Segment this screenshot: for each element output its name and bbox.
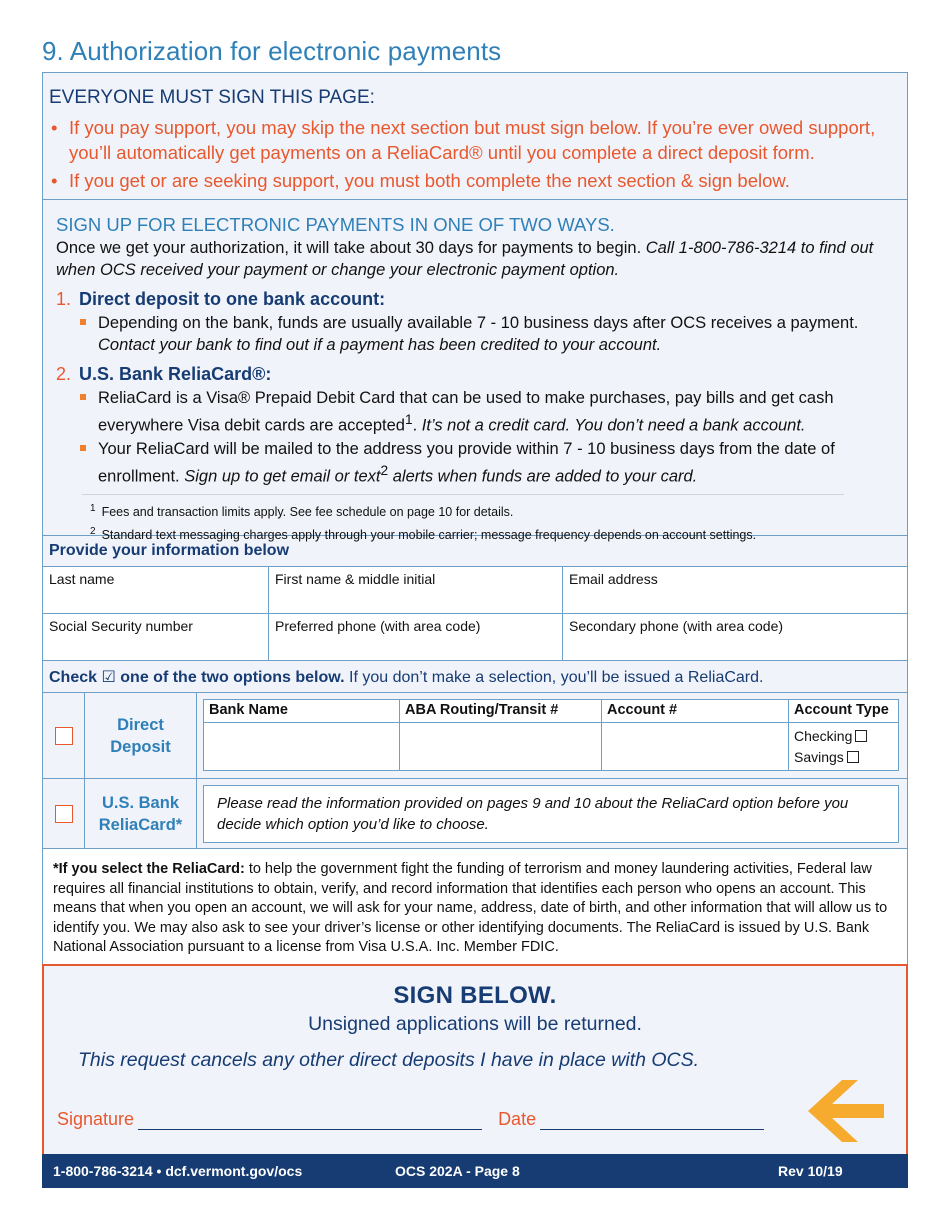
checking-option[interactable] xyxy=(794,726,893,747)
footnotes xyxy=(82,494,844,545)
reliacard-details xyxy=(197,779,907,848)
page-title: 9. Authorization for electronic payments xyxy=(42,36,502,66)
option-2-number: 2. xyxy=(56,364,72,384)
signup-heading: SIGN UP FOR ELECTRONIC PAYMENTS IN ONE OF TWO WAYS. xyxy=(56,214,615,235)
ssn-field[interactable]: Social Security number xyxy=(43,614,269,661)
checkbox-symbol-icon: ☑ xyxy=(101,669,116,686)
everyone-bullet-1: • If you pay support, you may skip the next section but must sign below. If you’re ever owed support, you’ll automatically get payments on a ReliaCard® until you complete a direct deposit form. xyxy=(49,115,901,165)
bank-table xyxy=(203,699,899,771)
savings-label: Savings xyxy=(794,749,844,765)
checking-label: Checking xyxy=(794,728,853,744)
sign-cancel-note: This request cancels any other direct deposits I have in place with OCS. xyxy=(78,1049,700,1071)
footnote-1 xyxy=(82,499,844,522)
account-number-header: Account # xyxy=(602,700,789,723)
footer-contact: 1-800-786-3214 • dcf.vermont.gov/ocs xyxy=(53,1163,303,1179)
reliacard-label-line2: ReliaCard* xyxy=(98,815,183,834)
routing-header: ABA Routing/Transit # xyxy=(400,700,602,723)
info-grid xyxy=(43,567,907,661)
signup-intro-italic: Call 1-800-786-3214 to find out when OCS received your payment or change your electronic payment option. xyxy=(56,239,874,279)
account-type-header: Account Type xyxy=(789,700,899,723)
option-2-bullet-1-text: ReliaCard is a Visa® Prepaid Debit Card that can be used to make purchases, pay bills and get cash everywhere Visa debit cards are accepted xyxy=(98,389,834,435)
direct-deposit-label xyxy=(85,693,197,778)
sign-section xyxy=(42,964,908,1156)
option-2-bullet-2-text: Your ReliaCard will be mailed to the address you provide within 7 - 10 business days from the date of enrollment. xyxy=(98,439,835,485)
last-name-field[interactable]: Last name xyxy=(43,567,269,614)
signup-intro-text: Once we get your authorization, it will take about 30 days for payments to begin. xyxy=(56,239,642,257)
option-1-bullet-1-text: Depending on the bank, funds are usually available 7 - 10 business days after OCS receives a payment. xyxy=(98,314,859,332)
reliacard-label xyxy=(85,779,197,848)
option-2-bullet-1: ReliaCard is a Visa® Prepaid Debit Card that can be used to make purchases, pay bills and get cash everywhere Visa debit cards are accepted$^1$. It’s not a credit card. You don’t need a bank account. xyxy=(78,387,894,437)
footer-rev: Rev 10/19 xyxy=(778,1163,843,1179)
reliacard-label-line1: U.S. Bank xyxy=(101,793,179,812)
savings-checkbox[interactable] xyxy=(847,751,859,763)
option-1-heading xyxy=(56,287,894,311)
date-label: Date xyxy=(498,1109,537,1129)
form-frame xyxy=(42,72,908,1157)
direct-deposit-details xyxy=(197,693,907,778)
footnote-2-number: 2 xyxy=(90,526,96,538)
bank-name-header: Bank Name xyxy=(204,700,400,723)
signature-line[interactable] xyxy=(138,1110,482,1130)
option-1-label: Direct deposit to one bank account: xyxy=(79,289,386,309)
reliacard-disclaimer xyxy=(43,849,907,964)
footnote-ref-2: 2 xyxy=(380,462,389,478)
page-footer xyxy=(42,1154,908,1188)
footnote-1-text: Fees and transaction limits apply. See fee schedule on page 10 for details. xyxy=(101,505,514,520)
option-2-bullet-2 xyxy=(78,438,894,488)
direct-deposit-checkbox-cell xyxy=(43,693,85,778)
arrow-left-icon xyxy=(808,1080,884,1142)
info-heading: Provide your information below xyxy=(43,536,907,567)
everyone-bullet-2: • If you get or are seeking support, you must both complete the next section & sign below. xyxy=(49,168,901,193)
date-line[interactable] xyxy=(540,1110,764,1130)
account-type-cell xyxy=(789,723,899,771)
option-1-bullets xyxy=(78,312,894,356)
footer-page: OCS 202A - Page 8 xyxy=(395,1163,520,1179)
direct-deposit-row xyxy=(43,693,907,779)
reliacard-row xyxy=(43,779,907,849)
account-number-input[interactable] xyxy=(602,723,789,771)
sign-title: SIGN BELOW. xyxy=(393,982,557,1009)
signup-intro xyxy=(56,237,894,281)
check-rest: If you don’t make a selection, you’ll be issued a ReliaCard. xyxy=(349,669,764,686)
option-1-number: 1. xyxy=(56,289,72,309)
direct-deposit-label-line1: Direct xyxy=(117,715,164,734)
check-bold-a: Check xyxy=(49,669,98,686)
bank-name-input[interactable] xyxy=(204,723,400,771)
option-2-bullets xyxy=(78,387,894,487)
option-2-heading xyxy=(56,362,894,386)
option-2-bullet-1-italic: It’s not a credit card. You don’t need a bank account. xyxy=(421,416,806,435)
checking-checkbox[interactable] xyxy=(855,730,867,742)
option-2-bullet-2-italic-a: Sign up to get email or text xyxy=(184,467,381,485)
signup-section xyxy=(43,200,907,543)
footnote-ref-1: 1 xyxy=(404,412,413,427)
disclaimer-text: to help the government fight the funding of terrorism and money laundering activities, Federal law requires all financial institutions to obtain, verify, and record information that identifies each person who opens an account. This means that when you open an account, we will ask for your name, address, date of birth, and other information that will allow us to identify you. We may also ask to see your driver’s license or other identifying documents. The ReliaCard is issued by U.S. Bank National Association pursuant to a license from Visa U.S.A. Inc. Member FDIC. xyxy=(53,861,888,955)
routing-input[interactable] xyxy=(400,723,602,771)
savings-option[interactable] xyxy=(794,747,893,768)
reliacard-checkbox-cell xyxy=(43,779,85,848)
footnote-2-text: Standard text messaging charges apply through your mobile carrier; message frequency depends on account settings. xyxy=(101,528,757,543)
direct-deposit-label-line2: Deposit xyxy=(110,737,171,756)
disclaimer-lead: *If you select the ReliaCard: xyxy=(53,861,245,877)
signature-row xyxy=(57,1109,764,1130)
everyone-must-sign-section xyxy=(43,73,907,200)
footnote-1-number: 1 xyxy=(90,503,96,514)
option-1-bullet-1 xyxy=(78,312,894,356)
check-option-heading xyxy=(43,661,907,693)
reliacard-note: Please read the information provided on pages 9 and 10 about the ReliaCard option before you decide which option you’d like to choose. xyxy=(203,785,899,843)
check-bold-b: one of the two options below. xyxy=(120,669,345,686)
everyone-heading: EVERYONE MUST SIGN THIS PAGE: xyxy=(49,87,375,108)
sign-subtitle: Unsigned applications will be returned. xyxy=(308,1013,642,1035)
secondary-phone-field[interactable]: Secondary phone (with area code) xyxy=(563,614,907,661)
email-field[interactable]: Email address xyxy=(563,567,907,614)
option-2-bullet-2-italic-b: alerts when funds are added to your card. xyxy=(392,467,698,485)
reliacard-checkbox[interactable] xyxy=(55,805,73,823)
direct-deposit-checkbox[interactable] xyxy=(55,727,73,745)
everyone-bullets xyxy=(49,115,901,193)
option-1-bullet-1-italic: Contact your bank to find out if a payment has been credited to your account. xyxy=(98,336,662,354)
preferred-phone-field[interactable]: Preferred phone (with area code) xyxy=(269,614,563,661)
option-2-label: U.S. Bank ReliaCard®: xyxy=(79,364,272,384)
first-name-field[interactable]: First name & middle initial xyxy=(269,567,563,614)
signature-label: Signature xyxy=(57,1109,135,1129)
